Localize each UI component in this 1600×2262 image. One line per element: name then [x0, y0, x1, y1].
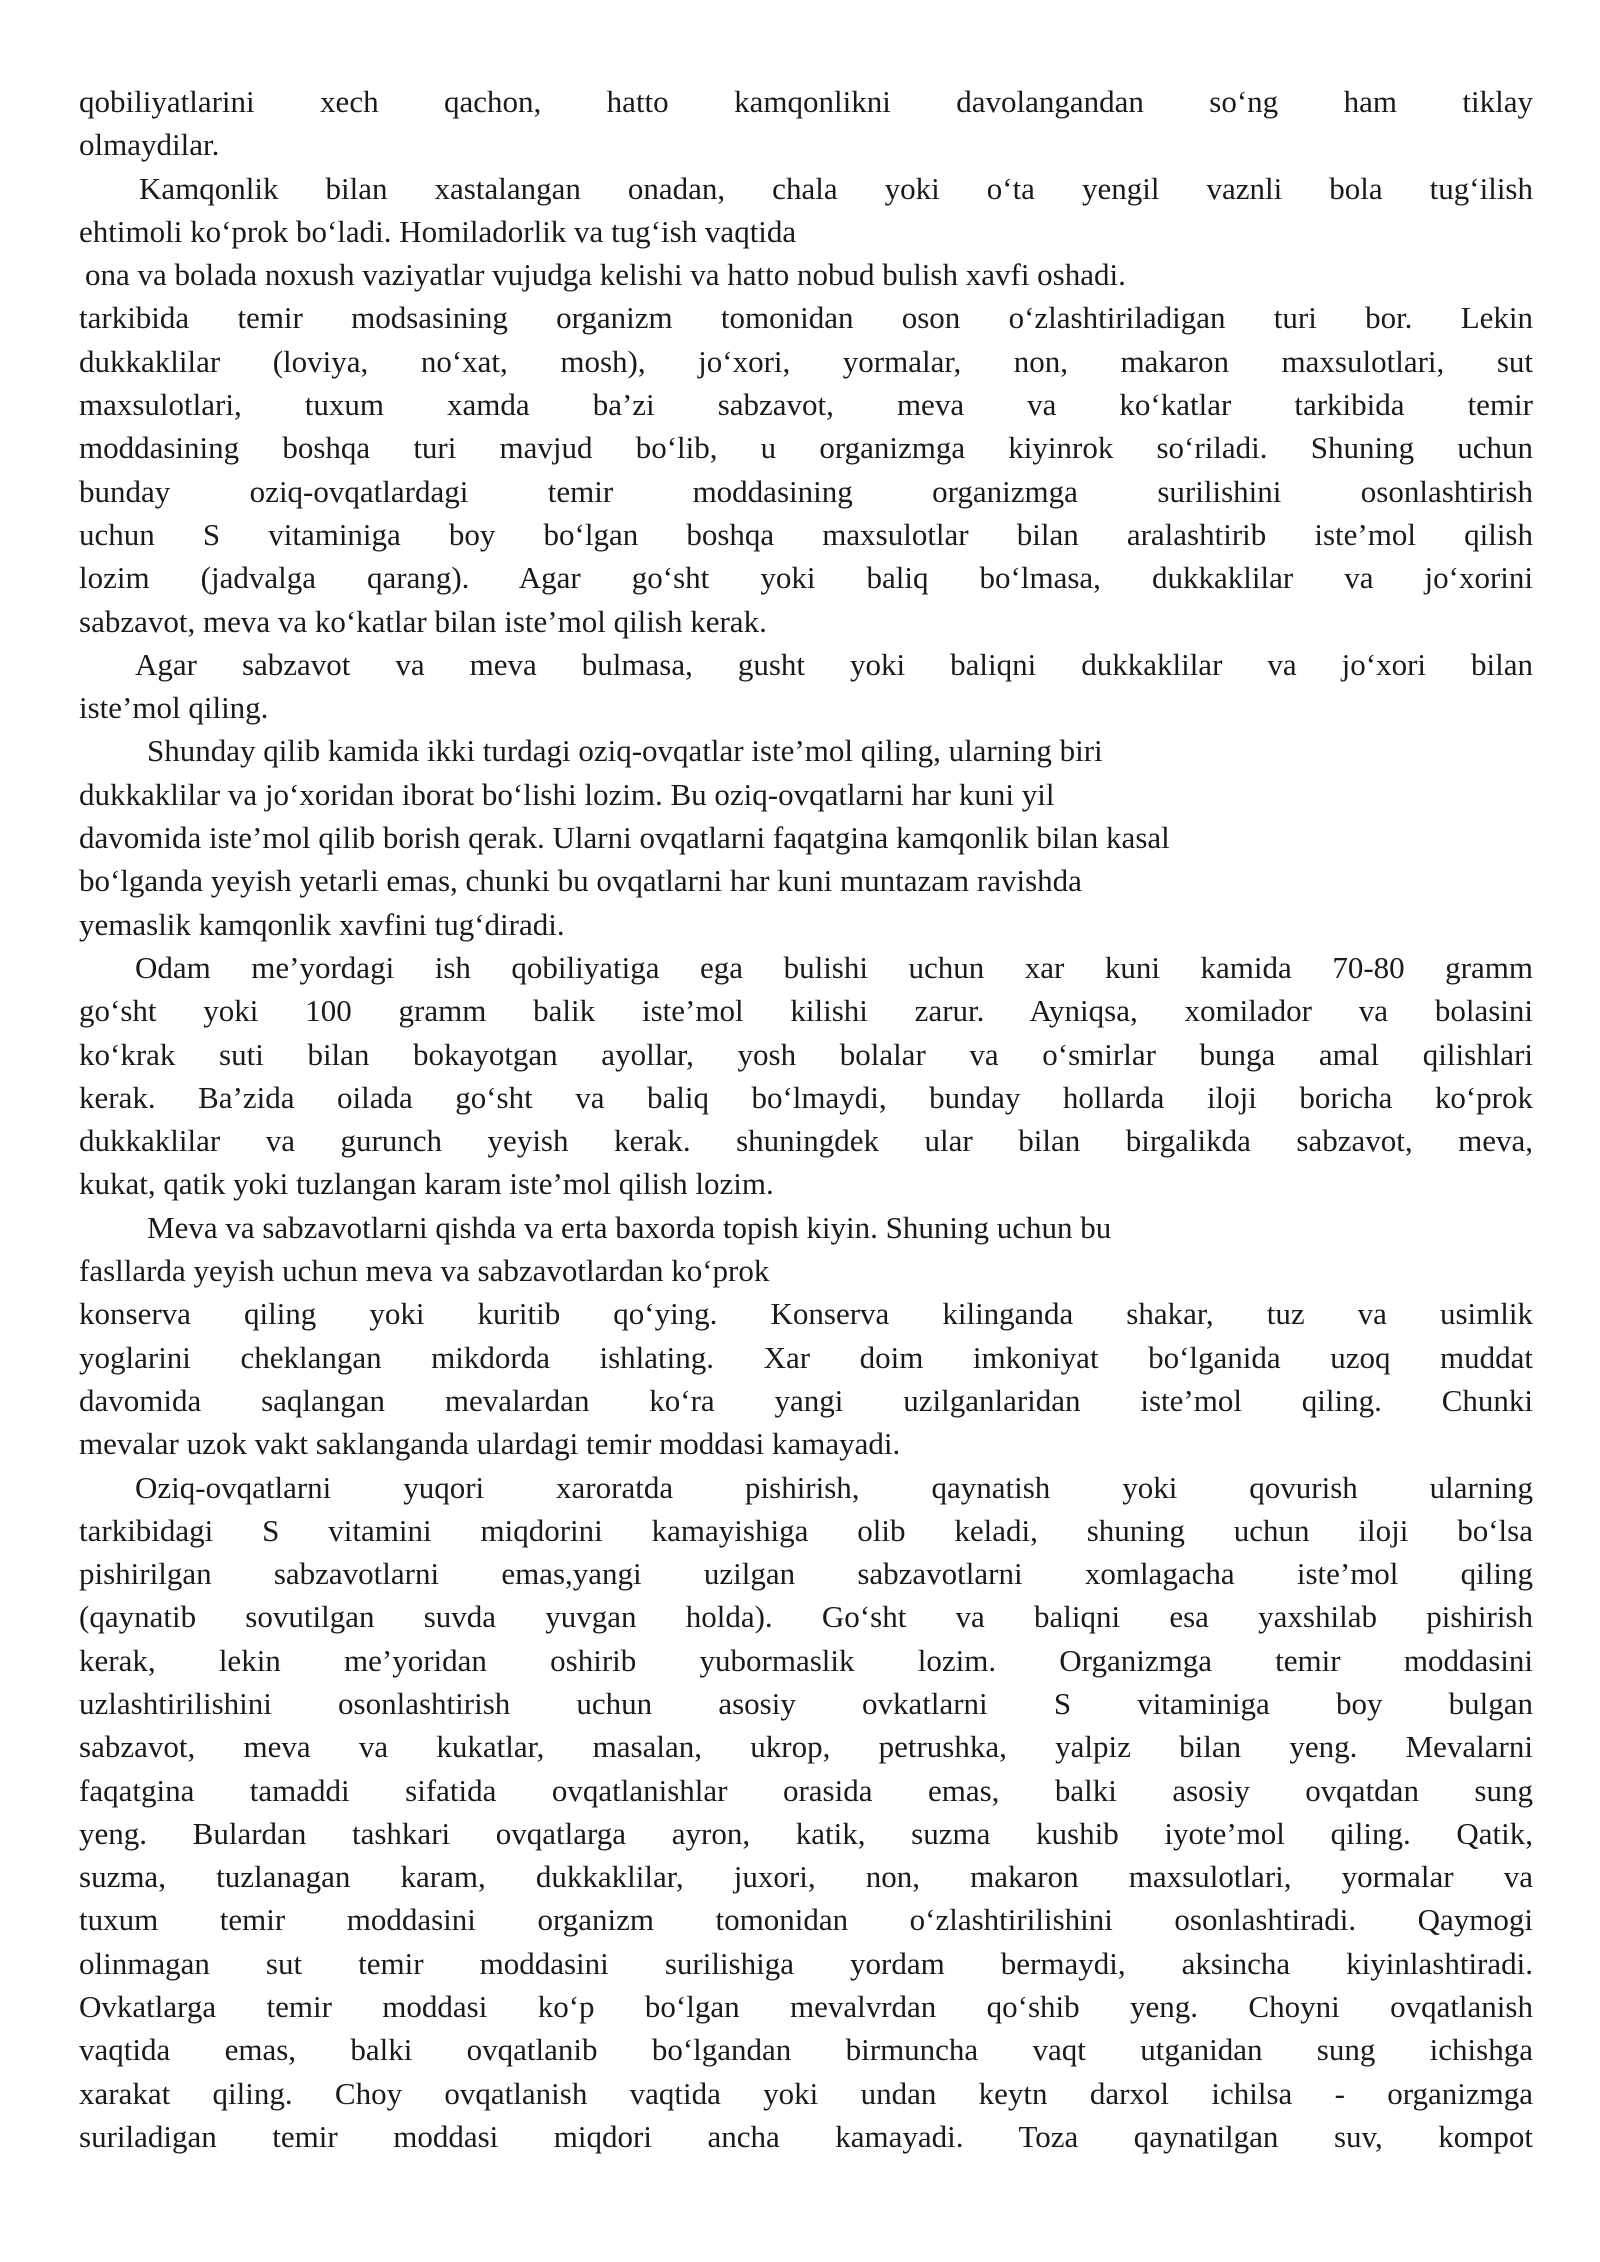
text-line: ona va bolada noxush vaziyatlar vujudga kelishi va hatto nobud bulish xavfi oshadi.	[85, 257, 1126, 293]
text-line: Odam me’yordagi ish qobiliyatiga ega bulishi uchun xar kuni kamida 70-80 gramm	[135, 949, 1533, 985]
text-line: kukat, qatik yoki tuzlangan karam iste’mol qilish lozim.	[79, 1166, 774, 1202]
text-line: konserva qiling yoki kuritib qo‘ying. Konserva kilinganda shakar, tuz va usimlik	[79, 1296, 1533, 1332]
text-line: Ovkatlarga temir moddasi ko‘p bo‘lgan mevalvrdan qo‘shib yeng. Choyni ovqatlanish	[79, 1989, 1533, 2025]
text-line: Kamqonlik bilan xastalangan onadan, chala yoki o‘ta yengil vaznli bola tug‘ilish	[139, 170, 1533, 206]
text-line: Oziq-ovqatlarni yuqori xaroratda pishirish, qaynatish yoki qovurish ularning	[135, 1469, 1533, 1505]
text-line: tarkibidagi S vitamini miqdorini kamayishiga olib keladi, shuning uchun iloji bo‘lsa	[79, 1512, 1533, 1548]
text-line: lozim (jadvalga qarang). Agar go‘sht yoki baliq bo‘lmasa, dukkaklilar va jo‘xorini	[79, 560, 1533, 596]
text-line: tarkibida temir modsasining organizm tomonidan oson o‘zlashtiriladigan turi bor. Lekin	[79, 300, 1533, 336]
text-line: uzlashtirilishini osonlashtirish uchun asosiy ovkatlarni S vitaminiga boy bulgan	[79, 1685, 1533, 1721]
text-line: fasllarda yeyish uchun meva va sabzavotlardan ko‘prok	[79, 1253, 770, 1289]
text-line: mevalar uzok vakt saklanganda ulardagi temir moddasi kamayadi.	[79, 1426, 901, 1462]
text-line: vaqtida emas, balki ovqatlanib bo‘lgandan birmuncha vaqt utganidan sung ichishga	[79, 2032, 1533, 2068]
text-line: moddasining boshqa turi mavjud bo‘lib, u organizmga kiyinrok so‘riladi. Shuning uchun	[79, 430, 1533, 466]
text-line: dukkaklilar va jo‘xoridan iborat bo‘lishi lozim. Bu oziq-ovqatlarni har kuni yil	[79, 776, 1055, 812]
text-line: dukkaklilar va gurunch yeyish kerak. shuningdek ular bilan birgalikda sabzavot, meva,	[79, 1123, 1533, 1159]
text-line: sabzavot, meva va ko‘katlar bilan iste’mol qilish kerak.	[79, 603, 767, 639]
text-line: bo‘lganda yeyish yetarli emas, chunki bu ovqatlarni har kuni muntazam ravishda	[79, 863, 1082, 899]
text-line: kerak. Ba’zida oilada go‘sht va baliq bo‘lmaydi, bunday hollarda iloji boricha ko‘prok	[79, 1079, 1533, 1115]
text-line: davomida iste’mol qilib borish qerak. Ularni ovqatlarni faqatgina kamqonlik bilan kasal	[79, 820, 1170, 856]
text-line: suzma, tuzlanagan karam, dukkaklilar, juxori, non, makaron maxsulotlari, yormalar va	[79, 1859, 1533, 1895]
text-line: yemaslik kamqonlik xavfini tug‘diradi.	[79, 906, 565, 942]
text-line: Meva va sabzavotlarni qishda va erta baxorda topish kiyin. Shuning uchun bu	[147, 1209, 1112, 1245]
text-line: yeng. Bulardan tashkari ovqatlarga ayron, katik, suzma kushib iyote’mol qiling. Qatik,	[79, 1815, 1533, 1851]
text-line: ehtimoli ko‘prok bo‘ladi. Homiladorlik va tug‘ish vaqtida	[79, 213, 797, 249]
text-line: (qaynatib sovutilgan suvda yuvgan holda). Go‘sht va baliqni esa yaxshilab pishirish	[79, 1599, 1533, 1635]
text-line: Agar sabzavot va meva bulmasa, gusht yoki baliqni dukkaklilar va jo‘xori bilan	[135, 646, 1533, 682]
text-line: qobiliyatlarini xech qachon, hatto kamqonlikni davolangandan so‘ng ham tiklay	[79, 84, 1533, 119]
text-line: olmaydilar.	[79, 127, 220, 163]
text-line: uchun S vitaminiga boy bo‘lgan boshqa maxsulotlar bilan aralashtirib iste’mol qilish	[79, 516, 1533, 552]
text-line: Shunday qilib kamida ikki turdagi oziq-ovqatlar iste’mol qiling, ularning biri	[147, 733, 1103, 769]
text-line: bunday oziq-ovqatlardagi temir moddasining organizmga surilishini osonlashtirish	[79, 473, 1533, 509]
text-line: sabzavot, meva va kukatlar, masalan, ukrop, petrushka, yalpiz bilan yeng. Mevalarni	[79, 1729, 1533, 1765]
text-line: iste’mol qiling.	[79, 690, 269, 726]
text-line: yoglarini cheklangan mikdorda ishlating. Xar doim imkoniyat bo‘lganida uzoq muddat	[79, 1339, 1533, 1375]
text-line: xarakat qiling. Choy ovqatlanish vaqtida yoki undan keytn darxol ichilsa - organizmga	[79, 2075, 1533, 2111]
document-text	[79, 80, 1533, 2158]
text-line: olinmagan sut temir moddasini surilishiga yordam bermaydi, aksincha kiyinlashtiradi.	[79, 1945, 1533, 1981]
text-line: tuxum temir moddasini organizm tomonidan o‘zlashtirilishini osonlashtiradi. Qaymogi	[79, 1902, 1533, 1938]
text-line: maxsulotlari, tuxum xamda ba’zi sabzavot, meva va ko‘katlar tarkibida temir	[79, 387, 1533, 423]
text-line: faqatgina tamaddi sifatida ovqatlanishlar orasida emas, balki asosiy ovqatdan sung	[79, 1772, 1533, 1808]
text-line: ko‘krak suti bilan bokayotgan ayollar, yosh bolalar va o‘smirlar bunga amal qilishlari	[79, 1036, 1533, 1072]
text-line: suriladigan temir moddasi miqdori ancha kamayadi. Toza qaynatilgan suv, kompot	[79, 2118, 1533, 2154]
text-line: kerak, lekin me’yoridan oshirib yubormaslik lozim. Organizmga temir moddasini	[79, 1642, 1533, 1678]
text-line: davomida saqlangan mevalardan ko‘ra yangi uzilganlaridan iste’mol qiling. Chunki	[79, 1382, 1533, 1418]
text-line: pishirilgan sabzavotlarni emas,yangi uzilgan sabzavotlarni xomlagacha iste’mol qiling	[79, 1556, 1533, 1592]
text-line: go‘sht yoki 100 gramm balik iste’mol kilishi zarur. Ayniqsa, xomilador va bolasini	[79, 993, 1533, 1029]
text-line: dukkaklilar (loviya, no‘xat, mosh), jo‘xori, yormalar, non, makaron maxsulotlari, sut	[79, 343, 1533, 379]
